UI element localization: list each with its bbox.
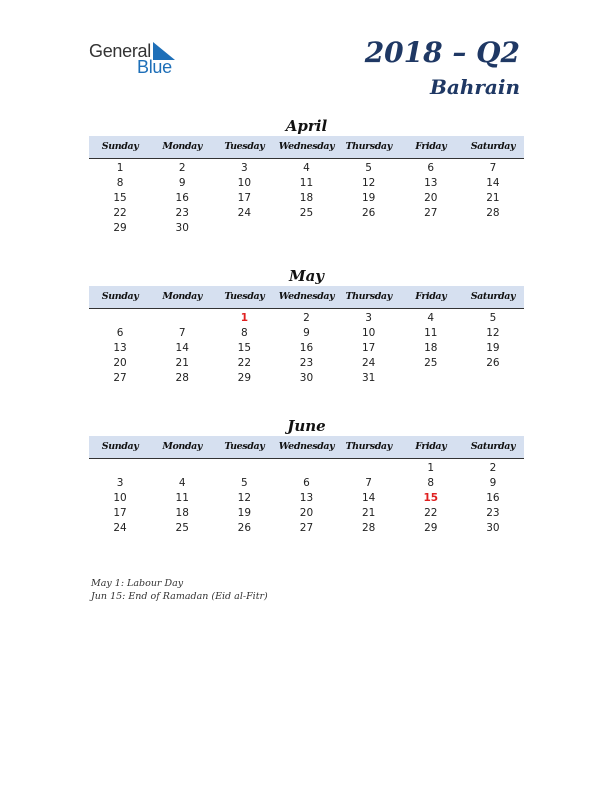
holiday-day-cell: 1: [240, 312, 248, 324]
day-cell: 12: [486, 327, 500, 339]
week-row: [89, 461, 524, 476]
month-title: June: [287, 417, 326, 435]
day-cell: 23: [175, 207, 189, 219]
day-cell: 25: [424, 357, 438, 369]
day-cell: 2: [178, 162, 186, 174]
week-row: [89, 311, 524, 326]
week-row: [89, 341, 524, 356]
day-cell: 28: [361, 522, 376, 534]
weekday-tuesday: Tuesday: [224, 441, 265, 452]
holiday-note: Jun 15: End of Ramadan (Eid al-Fitr): [91, 591, 268, 602]
day-cell: 23: [486, 507, 500, 519]
day-cell: 6: [116, 327, 124, 339]
logo-word-blue: Blue: [137, 57, 172, 77]
day-cell: 28: [175, 372, 189, 384]
weekday-friday: Friday: [415, 441, 447, 452]
day-cell: 5: [365, 162, 372, 174]
day-cell: 7: [178, 327, 186, 339]
day-cell: 30: [299, 372, 314, 384]
day-cell: 26: [237, 522, 252, 534]
week-row: [89, 191, 524, 206]
day-cell: 2: [303, 312, 310, 324]
day-cell: 18: [299, 192, 314, 204]
weekday-thursday: Thursday: [345, 141, 392, 152]
day-cell: 7: [489, 162, 497, 174]
day-cell: 11: [175, 492, 189, 504]
holiday-note: May 1: Labour Day: [91, 578, 184, 589]
day-cell: 21: [361, 507, 376, 519]
week-row: [89, 326, 524, 341]
day-cell: 14: [486, 177, 500, 189]
day-cell: 20: [113, 357, 127, 369]
page-title: 2018 – Q2: [364, 36, 520, 69]
day-cell: 20: [424, 192, 438, 204]
day-cell: 3: [365, 312, 372, 324]
week-row: [89, 176, 524, 191]
day-cell: 1: [116, 162, 124, 174]
day-cell: 5: [241, 477, 248, 489]
empty-day-cell: [400, 371, 462, 386]
week-row: [89, 221, 524, 236]
empty-day-cell: [338, 461, 400, 476]
day-cell: 13: [299, 492, 314, 504]
day-cell: 2: [489, 462, 497, 474]
day-cell: 29: [237, 372, 252, 384]
day-cell: 19: [361, 192, 376, 204]
day-cell: 26: [486, 357, 500, 369]
day-cell: 17: [113, 507, 127, 519]
day-cell: 13: [424, 177, 438, 189]
week-row: [89, 506, 524, 521]
weekday-friday: Friday: [415, 141, 447, 152]
day-cell: 28: [486, 207, 500, 219]
day-cell: 6: [427, 162, 435, 174]
empty-day-cell: [151, 461, 213, 476]
day-cell: 8: [427, 477, 435, 489]
day-cell: 25: [299, 207, 314, 219]
day-cell: 26: [361, 207, 376, 219]
weekday-thursday: Thursday: [345, 291, 392, 302]
day-cell: 24: [237, 207, 252, 219]
day-cell: 24: [361, 357, 376, 369]
month-title: May: [288, 267, 325, 285]
empty-day-cell: [462, 221, 524, 236]
day-cell: 14: [175, 342, 189, 354]
day-cell: 9: [178, 177, 186, 189]
week-row: [89, 356, 524, 371]
month-april: [89, 116, 524, 236]
day-cell: 18: [424, 342, 438, 354]
generalblue-logo: [89, 40, 189, 80]
weekday-sunday: Sunday: [101, 441, 139, 452]
day-cell: 18: [175, 507, 189, 519]
weekday-tuesday: Tuesday: [224, 141, 265, 152]
day-cell: 9: [303, 327, 310, 339]
weekday-saturday: Saturday: [470, 291, 516, 302]
day-cell: 16: [299, 342, 314, 354]
weekday-wednesday: Wednesday: [278, 141, 335, 152]
day-cell: 15: [237, 342, 252, 354]
month-weeks: [89, 459, 524, 536]
day-cell: 14: [361, 492, 376, 504]
empty-day-cell: [151, 311, 213, 326]
day-cell: 1: [427, 462, 435, 474]
weekday-header: [89, 136, 524, 159]
day-cell: 24: [113, 522, 127, 534]
day-cell: 7: [365, 477, 372, 489]
day-cell: 12: [237, 492, 252, 504]
empty-day-cell: [89, 311, 151, 326]
week-row: [89, 476, 524, 491]
day-cell: 11: [424, 327, 438, 339]
day-cell: 16: [486, 492, 500, 504]
day-cell: 11: [299, 177, 314, 189]
weekday-thursday: Thursday: [345, 441, 392, 452]
empty-day-cell: [400, 221, 462, 236]
day-cell: 6: [303, 477, 310, 489]
week-row: [89, 206, 524, 221]
day-cell: 10: [237, 177, 252, 189]
day-cell: 27: [113, 372, 127, 384]
day-cell: 20: [299, 507, 314, 519]
day-cell: 4: [427, 312, 435, 324]
empty-day-cell: [213, 221, 275, 236]
holiday-notes: [91, 577, 268, 603]
empty-day-cell: [338, 221, 400, 236]
weekday-wednesday: Wednesday: [278, 441, 335, 452]
weekday-sunday: Sunday: [101, 291, 139, 302]
day-cell: 27: [299, 522, 314, 534]
day-cell: 29: [424, 522, 438, 534]
weekday-saturday: Saturday: [470, 141, 516, 152]
day-cell: 31: [361, 372, 376, 384]
day-cell: 8: [241, 327, 248, 339]
day-cell: 13: [113, 342, 127, 354]
day-cell: 4: [178, 477, 186, 489]
day-cell: 19: [486, 342, 500, 354]
day-cell: 17: [237, 192, 252, 204]
weekday-sunday: Sunday: [101, 141, 139, 152]
weekday-monday: Monday: [162, 141, 203, 152]
day-cell: 16: [175, 192, 189, 204]
weekday-header: [89, 436, 524, 459]
holiday-day-cell: 15: [423, 492, 439, 504]
weekday-header: [89, 286, 524, 309]
day-cell: 30: [486, 522, 500, 534]
month-title: April: [285, 117, 328, 135]
weekday-tuesday: Tuesday: [224, 291, 265, 302]
day-cell: 22: [237, 357, 252, 369]
month-weeks: [89, 309, 524, 386]
day-cell: 4: [303, 162, 310, 174]
week-row: [89, 491, 524, 506]
day-cell: 8: [116, 177, 124, 189]
day-cell: 25: [175, 522, 189, 534]
day-cell: 3: [241, 162, 248, 174]
weekday-friday: Friday: [415, 291, 447, 302]
day-cell: 30: [175, 222, 189, 234]
empty-day-cell: [89, 461, 151, 476]
day-cell: 3: [116, 477, 124, 489]
week-row: [89, 371, 524, 386]
day-cell: 19: [237, 507, 252, 519]
weekday-saturday: Saturday: [470, 441, 516, 452]
weekday-monday: Monday: [162, 441, 203, 452]
month-weeks: [89, 159, 524, 236]
day-cell: 21: [175, 357, 189, 369]
day-cell: 12: [361, 177, 376, 189]
empty-day-cell: [462, 371, 524, 386]
empty-day-cell: [275, 461, 337, 476]
day-cell: 10: [361, 327, 376, 339]
day-cell: 29: [113, 222, 127, 234]
page-subtitle: Bahrain: [429, 75, 520, 99]
empty-day-cell: [213, 461, 275, 476]
day-cell: 17: [361, 342, 376, 354]
day-cell: 23: [299, 357, 314, 369]
day-cell: 22: [424, 507, 438, 519]
day-cell: 22: [113, 207, 127, 219]
week-row: [89, 161, 524, 176]
weekday-monday: Monday: [162, 291, 203, 302]
month-may: [89, 266, 524, 386]
weekday-wednesday: Wednesday: [278, 291, 335, 302]
logo-word-general: General: [89, 41, 151, 61]
day-cell: 9: [489, 477, 497, 489]
day-cell: 21: [486, 192, 500, 204]
day-cell: 5: [489, 312, 497, 324]
empty-day-cell: [275, 221, 337, 236]
day-cell: 27: [424, 207, 438, 219]
day-cell: 15: [113, 192, 127, 204]
month-june: [89, 416, 524, 536]
day-cell: 10: [113, 492, 127, 504]
week-row: [89, 521, 524, 536]
